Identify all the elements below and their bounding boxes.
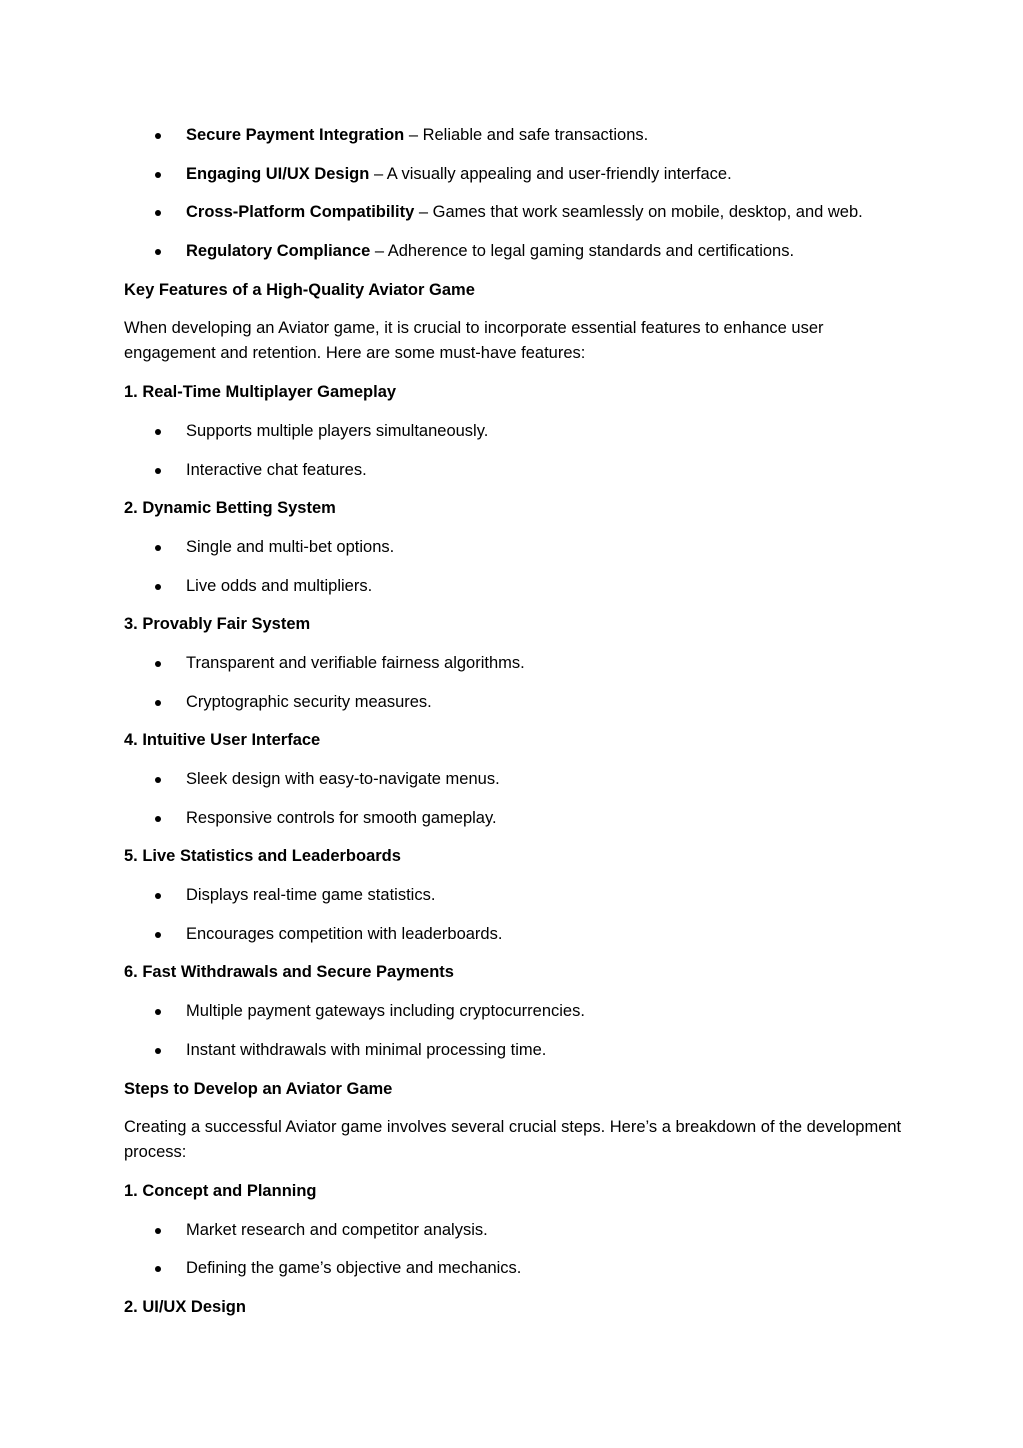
list-item-text: Defining the game’s objective and mechanics. — [186, 1259, 522, 1278]
bullet-icon — [155, 545, 161, 551]
list-item — [124, 200, 904, 225]
bullet-icon — [155, 1009, 161, 1015]
list-item-text: Transparent and verifiable fairness algorithms. — [186, 653, 525, 672]
list-item — [124, 806, 904, 831]
list-item-text: Instant withdrawals with minimal processing time. — [186, 1040, 547, 1059]
step-section-title: 2. UI/UX Design — [124, 1297, 246, 1316]
list-item — [124, 574, 904, 599]
feature-bullet-list — [124, 883, 904, 947]
list-item-text: Single and multi-bet options. — [186, 537, 395, 556]
list-item — [124, 1256, 904, 1281]
bullet-icon — [155, 1048, 161, 1054]
list-item-text: Market research and competitor analysis. — [186, 1220, 488, 1239]
step-bullet-list — [124, 1218, 904, 1282]
document-content — [124, 123, 904, 1334]
bullet-icon — [155, 700, 161, 706]
bullet-icon — [155, 932, 161, 938]
feature-bullet-list — [124, 999, 904, 1063]
list-item-text: – A visually appealing and user-friendly interface. — [369, 164, 732, 183]
feature-bullet-list — [124, 767, 904, 831]
key-features-intro: When developing an Aviator game, it is crucial to incorporate essential features to enhance user engagement and retention. Here are some must-have features: — [124, 319, 824, 363]
list-item — [124, 535, 904, 560]
list-item — [124, 123, 904, 148]
bullet-icon — [155, 1266, 161, 1272]
list-item — [124, 458, 904, 483]
bullet-icon — [155, 172, 161, 178]
list-item-text: Multiple payment gateways including cryptocurrencies. — [186, 1002, 585, 1021]
bullet-icon — [155, 429, 161, 435]
bullet-icon — [155, 468, 161, 474]
list-item — [124, 1218, 904, 1243]
feature-bullet-list — [124, 419, 904, 483]
list-item-text: Cryptographic security measures. — [186, 692, 432, 711]
step-section-title: 1. Concept and Planning — [124, 1181, 317, 1200]
bullet-icon — [155, 816, 161, 822]
list-item-bold: Engaging UI/UX Design — [186, 164, 370, 183]
list-item — [124, 999, 904, 1024]
list-item-text: Displays real-time game statistics. — [186, 886, 436, 905]
bullet-icon — [155, 584, 161, 590]
feature-section-title: 4. Intuitive User Interface — [124, 731, 321, 750]
list-item-text: – Reliable and safe transactions. — [404, 126, 649, 144]
list-item-text: Supports multiple players simultaneously. — [186, 421, 489, 440]
list-item-bold: Secure Payment Integration — [186, 126, 405, 144]
list-item-text: Live odds and multipliers. — [186, 576, 373, 595]
bullet-icon — [155, 893, 161, 899]
bullet-icon — [155, 133, 161, 139]
list-item-text: – Games that work seamlessly on mobile, desktop, and web. — [414, 203, 863, 222]
list-item — [124, 922, 904, 947]
list-item-text: – Adherence to legal gaming standards and certifications. — [370, 242, 795, 261]
bullet-icon — [155, 661, 161, 667]
list-item-bold: Regulatory Compliance — [186, 242, 371, 261]
feature-section-title: 1. Real-Time Multiplayer Gameplay — [124, 383, 397, 402]
bullet-icon — [155, 249, 161, 255]
bullet-icon — [155, 210, 161, 216]
list-item — [124, 767, 904, 792]
list-item-text: Encourages competition with leaderboards. — [186, 924, 503, 943]
feature-section-title: 3. Provably Fair System — [124, 615, 311, 634]
list-item-text: Sleek design with easy-to-navigate menus. — [186, 770, 500, 788]
bullet-icon — [155, 777, 161, 783]
feature-bullet-list — [124, 535, 904, 599]
key-features-heading: Key Features of a High-Quality Aviator Game — [124, 280, 475, 299]
top-bullet-list — [124, 123, 904, 264]
list-item — [124, 162, 904, 187]
steps-heading: Steps to Develop an Aviator Game — [124, 1079, 393, 1098]
feature-bullet-list — [124, 651, 904, 715]
list-item-text: Responsive controls for smooth gameplay. — [186, 808, 497, 827]
feature-section-title: 2. Dynamic Betting System — [124, 499, 336, 518]
list-item-bold: Cross-Platform Compatibility — [186, 203, 415, 222]
list-item — [124, 239, 904, 264]
bullet-icon — [155, 1228, 161, 1234]
list-item — [124, 690, 904, 715]
list-item — [124, 419, 904, 444]
list-item-text: Interactive chat features. — [186, 460, 367, 479]
steps-intro: Creating a successful Aviator game involves several crucial steps. Here’s a breakdown of the development process: — [124, 1118, 902, 1162]
feature-section-title: 6. Fast Withdrawals and Secure Payments — [124, 963, 454, 982]
feature-section-title: 5. Live Statistics and Leaderboards — [124, 847, 401, 866]
list-item — [124, 1038, 904, 1063]
list-item — [124, 883, 904, 908]
list-item — [124, 651, 904, 676]
